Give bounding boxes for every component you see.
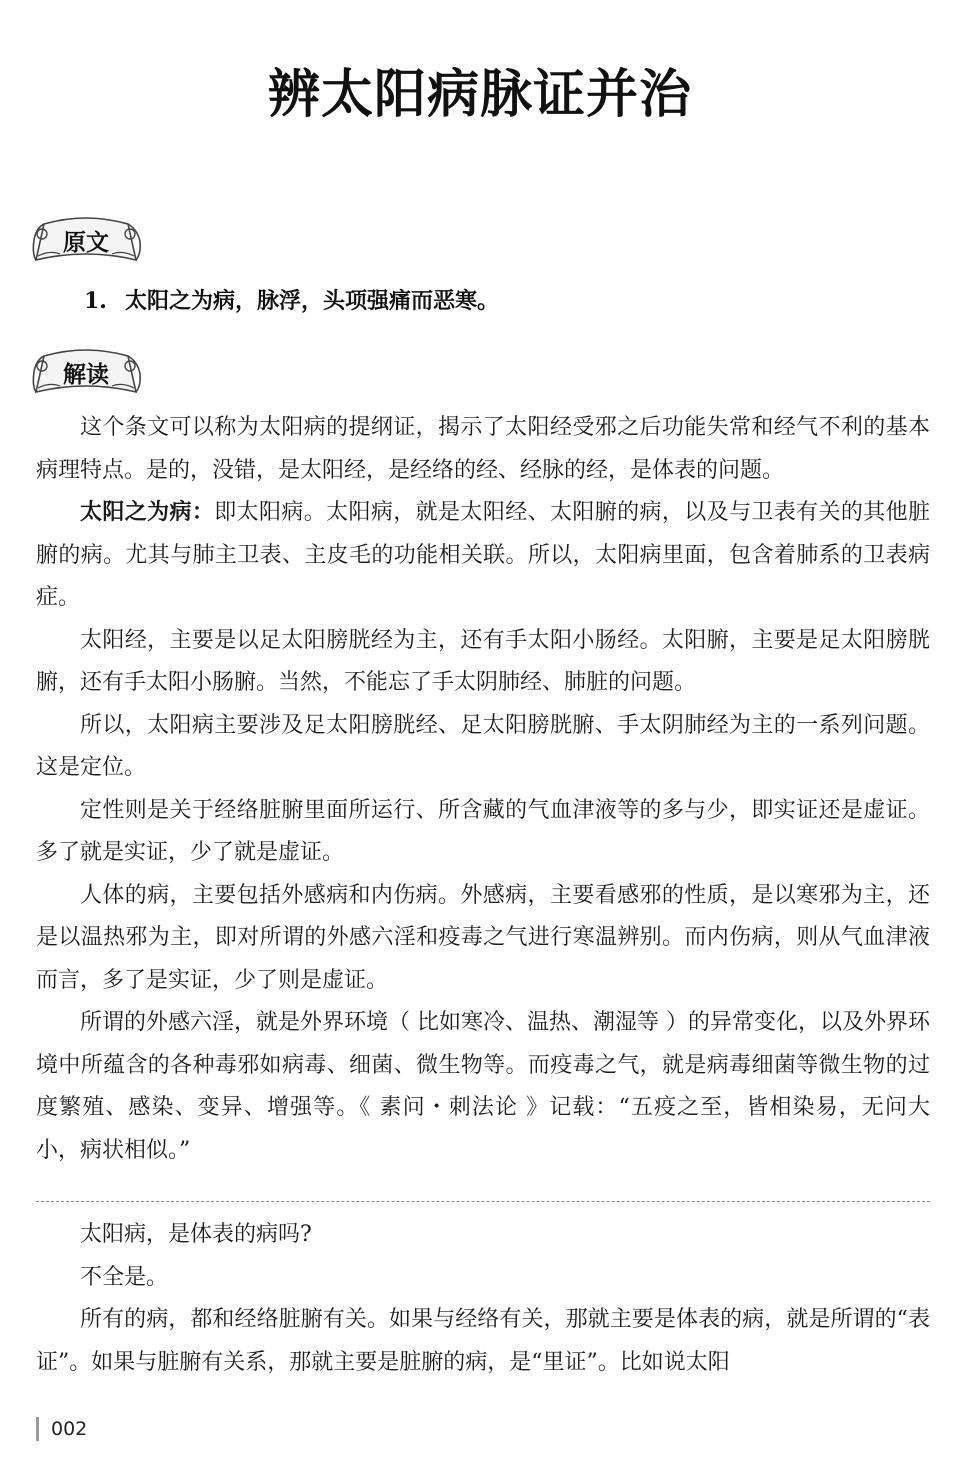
verse-line [84,284,499,315]
reading-paragraph: 太阳经，主要是以足太阳膀胱经为主，还有手太阳小肠经。太阳腑，主要是足太阳膀胱腑，还有手太阳小肠腑。当然，不能忘了手太阴肺经、肺脏的问题。 [36,627,930,695]
verse-number: 1. [84,288,107,314]
verse-text: 太阳之为病，脉浮，头项强痛而恶寒。 [124,288,499,314]
reading-paragraph: 人体的病，主要包括外感病和内伤病。外感病，主要看感邪的性质，是以寒邪为主，还是以温热邪为主，即对所谓的外感六淫和疫毒之气进行寒温辨别。而内伤病，则从气血津液而言，多了是实证，少了则是虚证。 [36,882,930,993]
reading-body [36,407,930,1172]
section-banner-reading [30,342,142,404]
section-label-original: 原文 [63,230,109,256]
dialogue-body [36,1214,930,1384]
dialogue-answer: 不全是。 [80,1264,169,1290]
dialogue-paragraph: 所有的病，都和经络脏腑有关。如果与经络有关，那就主要是体表的病，就是所谓的“表证”。如果与脏腑有关系，那就主要是脏腑的病，是“里证”。比如说太阳 [36,1307,930,1375]
section-banner-original [30,210,142,272]
reading-paragraph: 所以，太阳病主要涉及足太阳膀胱经、足太阳膀胱腑、手太阴肺经为主的一系列问题。这是定位。 [36,712,930,780]
dialogue-question: 太阳病，是体表的病吗? [80,1222,312,1247]
dashed-divider [36,1201,930,1202]
reading-paragraph: 这个条文可以称为太阳病的提纲证，揭示了太阳经受邪之后功能失常和经气不利的基本病理特点。是的，没错，是太阳经，是经络的经、经脉的经，是体表的问题。 [36,415,930,483]
reading-paragraph: 所谓的外感六淫，就是外界环境（ 比如寒冷、温热、潮湿等 ）的异常变化，以及外界环境中所蕴含的各种毒邪如病毒、细菌、微生物等。而疫毒之气，就是病毒细菌等微生物的过度繁殖、感染、变异、增强等。《 素问・刺法论 》记载：“五疫之至，皆相染易，无问大小，病状相似。” [36,1010,930,1163]
reading-paragraph: 太阳之为病：即太阳病。太阳病，就是太阳经、太阳腑的病，以及与卫表有关的其他脏腑的病。尤其与肺主卫表、主皮毛的功能相关联。所以，太阳病里面，包含着肺系的卫表病症。 [36,500,930,610]
term-heading: 太阳之为病： [80,500,215,525]
section-label-reading: 解读 [63,362,109,388]
reading-paragraph: 定性则是关于经络脏腑里面所运行、所含藏的气血津液等的多与少，即实证还是虚证。多了就是实证，少了就是虚证。 [36,797,930,865]
page-title: 辨太阳病脉证并治 [267,65,692,125]
page-number: 002 [36,1417,87,1441]
